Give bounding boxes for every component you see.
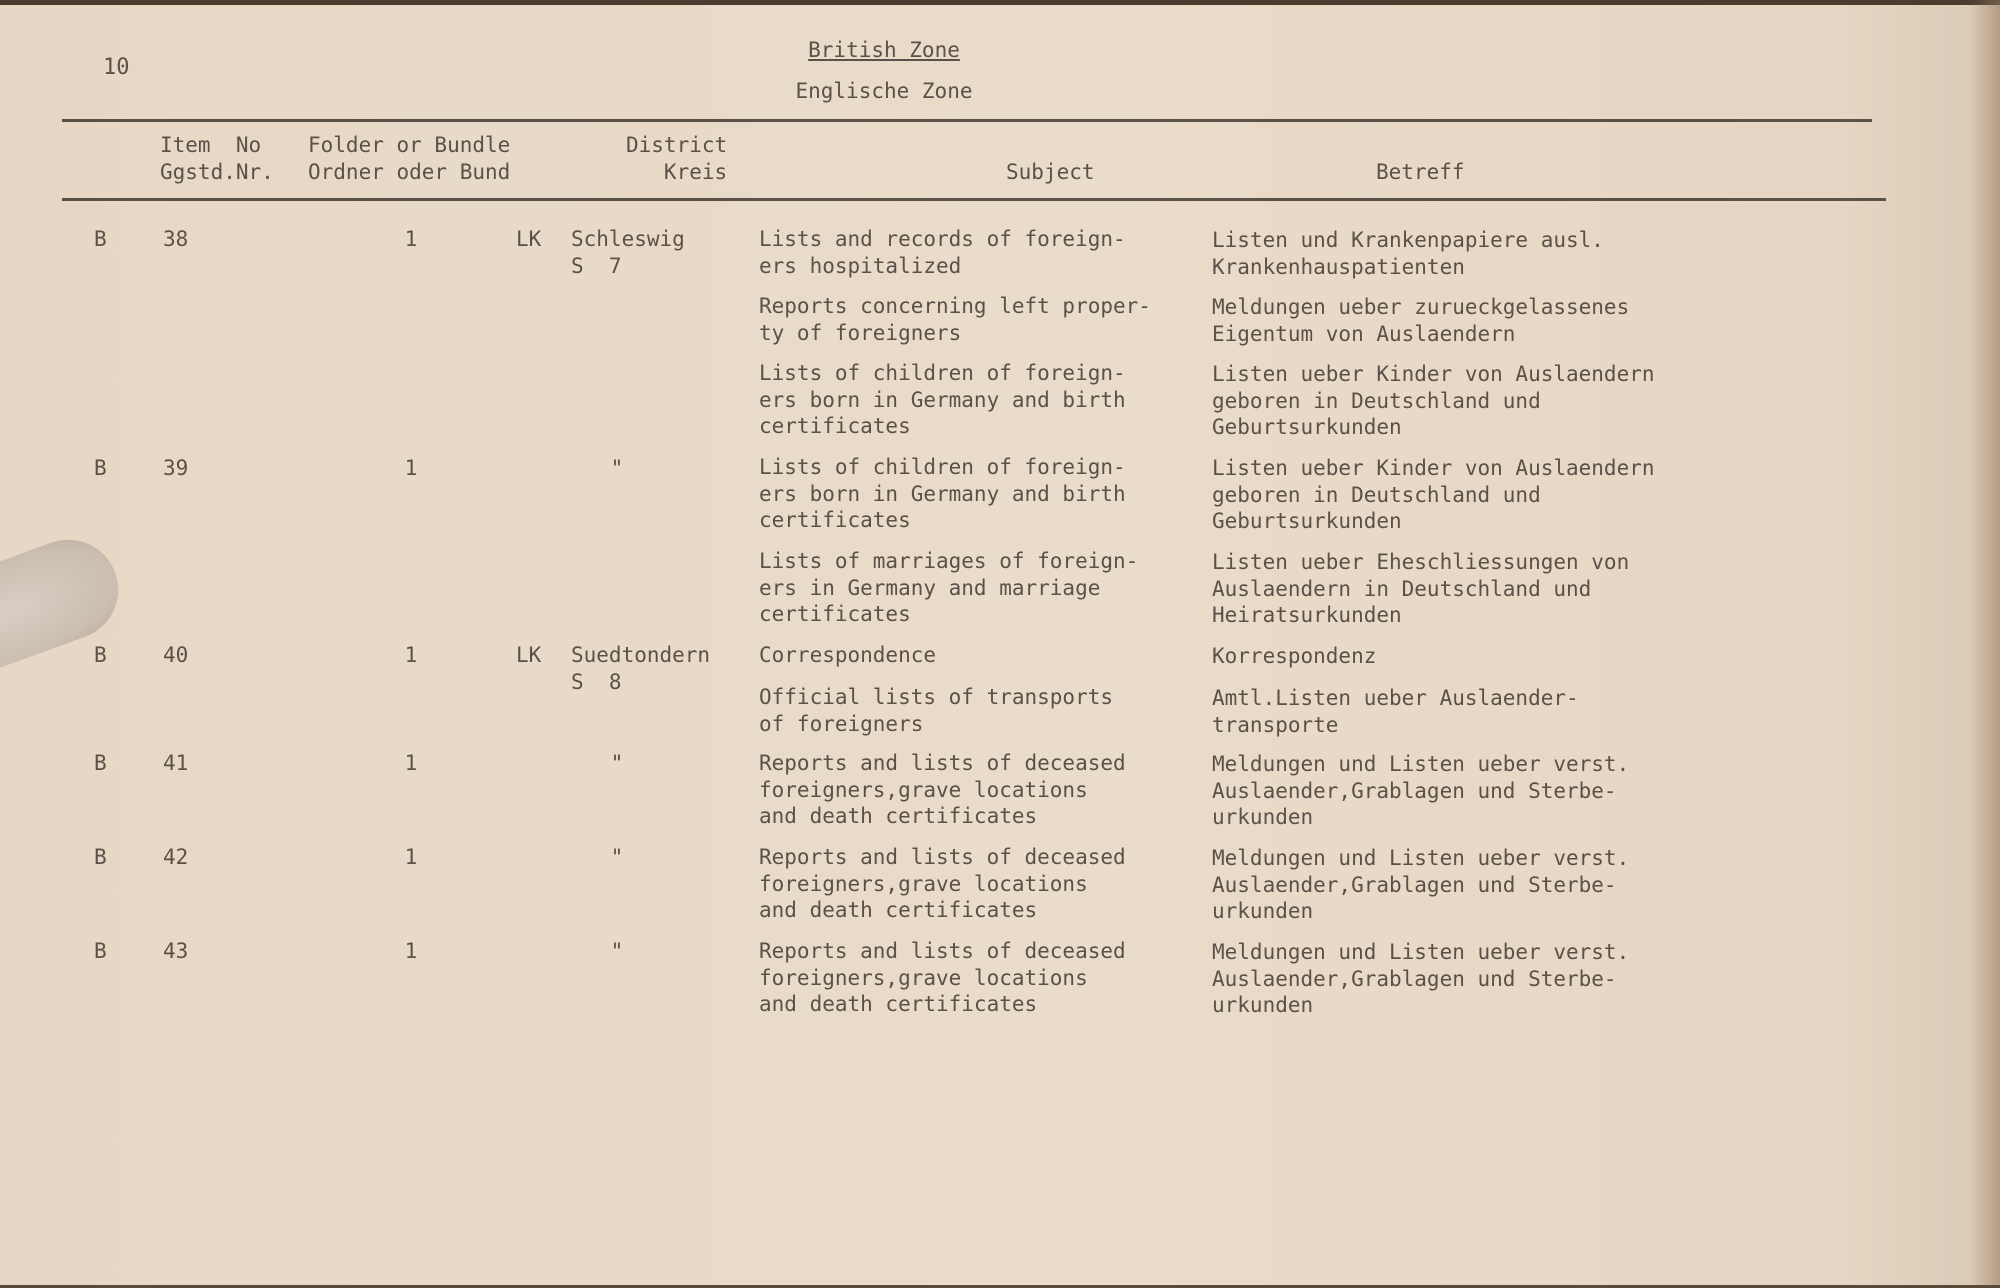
row-district-ditto: " bbox=[610, 456, 624, 480]
row-district: Schleswig S 7 bbox=[571, 227, 685, 278]
row-betreff: Meldungen und Listen ueber verst. Auslaender,Grablagen und Sterbe- urkunden bbox=[1212, 846, 1630, 923]
row-subject: Correspondence bbox=[759, 643, 937, 667]
row-subject: Lists and records of foreign- ers hospitalized bbox=[759, 227, 1126, 278]
row-subject: Official lists of transports of foreigners bbox=[759, 685, 1114, 736]
row-prefix: B bbox=[94, 456, 107, 480]
row-folder-count: 1 bbox=[404, 643, 418, 667]
page-top-edge bbox=[0, 0, 2000, 5]
row-item-number: 39 bbox=[163, 456, 189, 480]
row-item-number: 42 bbox=[163, 845, 189, 869]
row-subject: Reports and lists of deceased foreigners,grave locations and death certificates bbox=[759, 751, 1126, 828]
row-betreff: Amtl.Listen ueber Auslaender- transporte bbox=[1212, 686, 1579, 737]
row-item-number: 41 bbox=[163, 751, 189, 775]
row-subject: Reports and lists of deceased foreigners,grave locations and death certificates bbox=[759, 845, 1126, 922]
row-betreff: Korrespondenz bbox=[1212, 644, 1377, 668]
row-item-number: 40 bbox=[163, 643, 189, 667]
row-district-type: LK bbox=[516, 227, 542, 251]
row-district-ditto: " bbox=[610, 845, 624, 869]
row-prefix: B bbox=[94, 845, 107, 869]
row-district-ditto: " bbox=[610, 751, 624, 775]
row-subject: Reports concerning left proper- ty of foreigners bbox=[759, 294, 1151, 345]
page-number: 10 bbox=[103, 55, 130, 80]
column-header-subject: Subject bbox=[1006, 160, 1095, 184]
header-bottom-rule bbox=[62, 198, 1886, 201]
row-prefix: B bbox=[94, 751, 107, 775]
row-district-ditto: " bbox=[610, 939, 624, 963]
row-subject: Lists of marriages of foreign- ers in Germany and marriage certificates bbox=[759, 549, 1139, 626]
row-betreff: Listen ueber Kinder von Auslaendern geboren in Deutschland und Geburtsurkunden bbox=[1212, 362, 1655, 439]
book-binding-shadow bbox=[1970, 0, 2000, 1288]
row-subject: Reports and lists of deceased foreigners,grave locations and death certificates bbox=[759, 939, 1126, 1016]
row-betreff: Listen ueber Kinder von Auslaendern geboren in Deutschland und Geburtsurkunden bbox=[1212, 456, 1655, 533]
row-item-number: 38 bbox=[163, 227, 189, 251]
page-title: British Zone bbox=[808, 38, 960, 62]
row-item-number: 43 bbox=[163, 939, 189, 963]
row-subject: Lists of children of foreign- ers born in Germany and birth certificates bbox=[759, 455, 1126, 532]
row-prefix: B bbox=[94, 939, 107, 963]
row-betreff: Listen ueber Eheschliessungen von Auslaendern in Deutschland und Heiratsurkunden bbox=[1212, 550, 1630, 627]
column-header-item: Item No Ggstd.Nr. bbox=[160, 133, 274, 184]
page-subtitle: Englische Zone bbox=[795, 79, 973, 103]
row-district: Suedtondern S 8 bbox=[571, 643, 711, 694]
row-folder-count: 1 bbox=[404, 456, 418, 480]
row-prefix: B bbox=[94, 643, 107, 667]
row-folder-count: 1 bbox=[404, 751, 418, 775]
header-top-rule bbox=[62, 119, 1872, 122]
column-header-folder: Folder or Bundle Ordner oder Bund bbox=[308, 133, 511, 184]
row-district-type: LK bbox=[516, 643, 542, 667]
row-betreff: Meldungen und Listen ueber verst. Auslaender,Grablagen und Sterbe- urkunden bbox=[1212, 752, 1630, 829]
row-betreff: Listen und Krankenpapiere ausl. Krankenhauspatienten bbox=[1212, 228, 1604, 279]
row-prefix: B bbox=[94, 227, 107, 251]
column-header-district: District Kreis bbox=[626, 133, 728, 184]
row-folder-count: 1 bbox=[404, 227, 418, 251]
row-betreff: Meldungen und Listen ueber verst. Auslaender,Grablagen und Sterbe- urkunden bbox=[1212, 940, 1630, 1017]
row-betreff: Meldungen ueber zurueckgelassenes Eigentum von Auslaendern bbox=[1212, 295, 1630, 346]
column-header-betreff: Betreff bbox=[1376, 160, 1465, 184]
row-folder-count: 1 bbox=[404, 845, 418, 869]
row-folder-count: 1 bbox=[404, 939, 418, 963]
thumb-holding-page bbox=[0, 526, 132, 675]
row-subject: Lists of children of foreign- ers born in Germany and birth certificates bbox=[759, 361, 1126, 438]
